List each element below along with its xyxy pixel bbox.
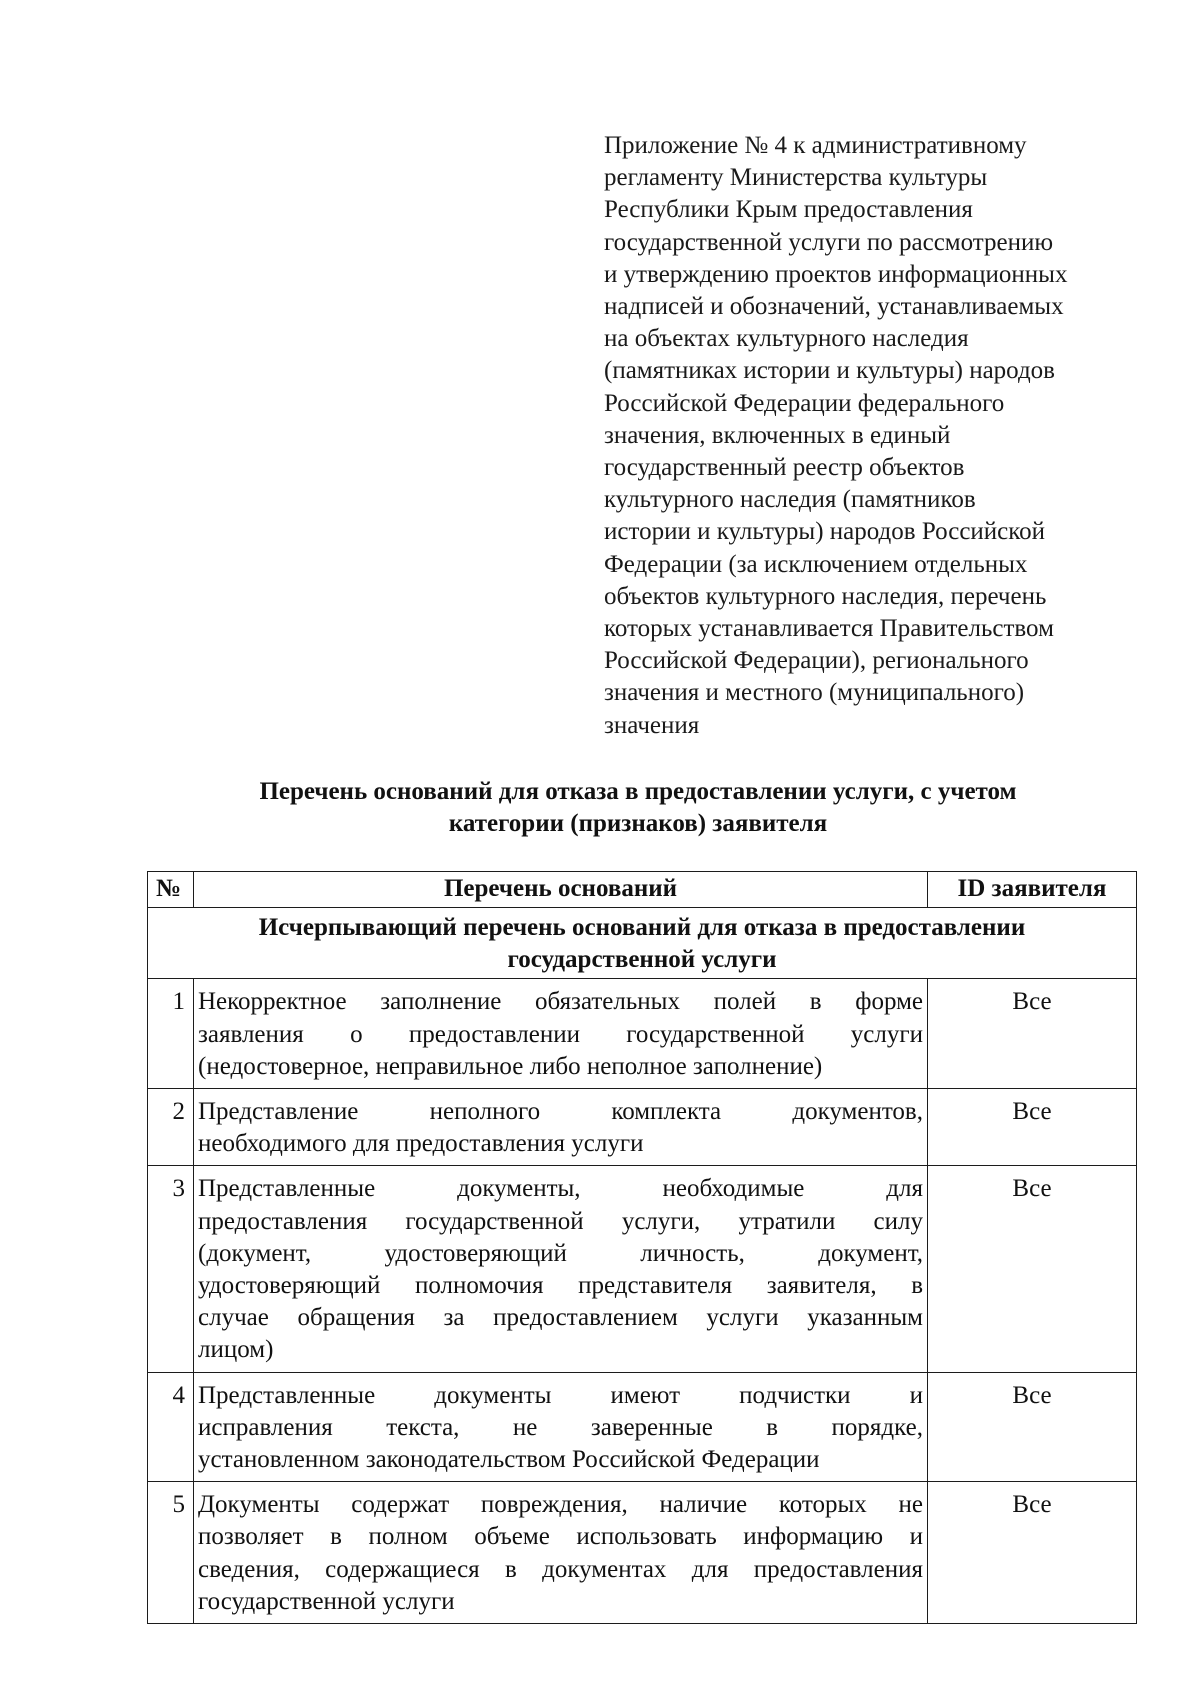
appendix-line: Приложение № 4 к административному bbox=[604, 132, 1027, 159]
row-number: 4 bbox=[148, 1372, 194, 1482]
header-applicant-id: ID заявителя bbox=[928, 872, 1137, 908]
row-number: 1 bbox=[148, 979, 194, 1089]
row-number: 5 bbox=[148, 1482, 194, 1624]
appendix-line: на объектах культурного наследия bbox=[604, 325, 969, 353]
appendix-line: Федерации (за исключением отдельных bbox=[604, 550, 1028, 578]
appendix-line: которых устанавливается Правительством bbox=[604, 615, 1054, 643]
row-ground-text bbox=[194, 1166, 928, 1372]
section-heading bbox=[148, 908, 1137, 979]
appendix-line: значения и местного (муниципального) bbox=[604, 679, 1025, 707]
refusal-grounds-table bbox=[147, 871, 1137, 1624]
row-applicant-id: Все bbox=[928, 1372, 1137, 1482]
ground-line: Некорректное заполнение обязательных полей в форме bbox=[198, 988, 923, 1016]
ground-line: исправления текста, не заверенные в порядке, bbox=[198, 1413, 923, 1441]
document-title bbox=[140, 776, 1136, 840]
header-number: № bbox=[148, 872, 194, 908]
table-header-row bbox=[148, 872, 1137, 908]
ground-line: (недостоверное, неправильное либо неполное заполнение) bbox=[198, 1052, 823, 1080]
row-applicant-id: Все bbox=[928, 1166, 1137, 1372]
appendix-line: государственной услуги по рассмотрению bbox=[604, 228, 1054, 256]
ground-line: государственной услуги bbox=[198, 1587, 455, 1615]
appendix-line: регламенту Министерства культуры bbox=[604, 164, 988, 192]
ground-line: установленном законодательством Российской Федерации bbox=[198, 1446, 820, 1474]
ground-line: Представленные документы имеют подчистки и bbox=[198, 1381, 923, 1409]
ground-line: удостоверяющий полномочия представителя заявителя, в bbox=[198, 1272, 923, 1300]
table-row bbox=[148, 1482, 1137, 1624]
title-line: Перечень оснований для отказа в предоставлении услуги, с учетом bbox=[259, 778, 1017, 805]
ground-line: Представление неполного комплекта документов, bbox=[198, 1098, 923, 1126]
table-row bbox=[148, 1372, 1137, 1482]
row-ground-text bbox=[194, 1089, 928, 1166]
table-row bbox=[148, 1166, 1137, 1372]
ground-line: Документы содержат повреждения, наличие которых не bbox=[198, 1491, 923, 1519]
title-line: категории (признаков) заявителя bbox=[448, 810, 828, 837]
section-line: государственной услуги bbox=[507, 946, 777, 974]
row-applicant-id: Все bbox=[928, 979, 1137, 1089]
row-ground-text bbox=[194, 1372, 928, 1482]
appendix-line: (памятниках истории и культуры) народов bbox=[604, 357, 1055, 385]
appendix-line: Российской Федерации федерального bbox=[604, 389, 1005, 417]
header-grounds: Перечень оснований bbox=[194, 872, 928, 908]
appendix-line: значения bbox=[604, 711, 700, 739]
appendix-line: государственный реестр объектов bbox=[604, 454, 965, 482]
ground-line: заявления о предоставлении государственной услуги bbox=[198, 1020, 923, 1048]
row-ground-text bbox=[194, 1482, 928, 1624]
row-ground-text bbox=[194, 979, 928, 1089]
appendix-line: Российской Федерации), регионального bbox=[604, 647, 1029, 675]
ground-line: позволяет в полном объеме использовать информацию и bbox=[198, 1523, 923, 1551]
ground-line: лицом) bbox=[198, 1336, 274, 1364]
row-applicant-id: Все bbox=[928, 1482, 1137, 1624]
appendix-line: культурного наследия (памятников bbox=[604, 486, 976, 514]
appendix-line: и утверждению проектов информационных bbox=[604, 260, 1068, 288]
ground-line: сведения, содержащиеся в документах для предоставления bbox=[198, 1555, 923, 1583]
appendix-line: объектов культурного наследия, перечень bbox=[604, 582, 1047, 610]
appendix-line: истории и культуры) народов Российской bbox=[604, 518, 1046, 546]
section-line: Исчерпывающий перечень оснований для отказа в предоставлении bbox=[258, 914, 1026, 941]
row-applicant-id: Все bbox=[928, 1089, 1137, 1166]
ground-line: (документ, удостоверяющий личность, документ, bbox=[198, 1239, 923, 1267]
ground-line: случае обращения за предоставлением услуги указанным bbox=[198, 1304, 923, 1332]
ground-line: Представленные документы, необходимые для bbox=[198, 1175, 923, 1203]
appendix-note bbox=[604, 130, 1144, 742]
row-number: 3 bbox=[148, 1166, 194, 1372]
ground-line: предоставления государственной услуги, утратили силу bbox=[198, 1207, 923, 1235]
appendix-line: значения, включенных в единый bbox=[604, 421, 951, 449]
table-row bbox=[148, 1089, 1137, 1166]
appendix-line: надписей и обозначений, устанавливаемых bbox=[604, 293, 1064, 321]
appendix-line: Республики Крым предоставления bbox=[604, 196, 973, 224]
row-number: 2 bbox=[148, 1089, 194, 1166]
ground-line: необходимого для предоставления услуги bbox=[198, 1130, 644, 1158]
table-row bbox=[148, 979, 1137, 1089]
section-row bbox=[148, 908, 1137, 979]
